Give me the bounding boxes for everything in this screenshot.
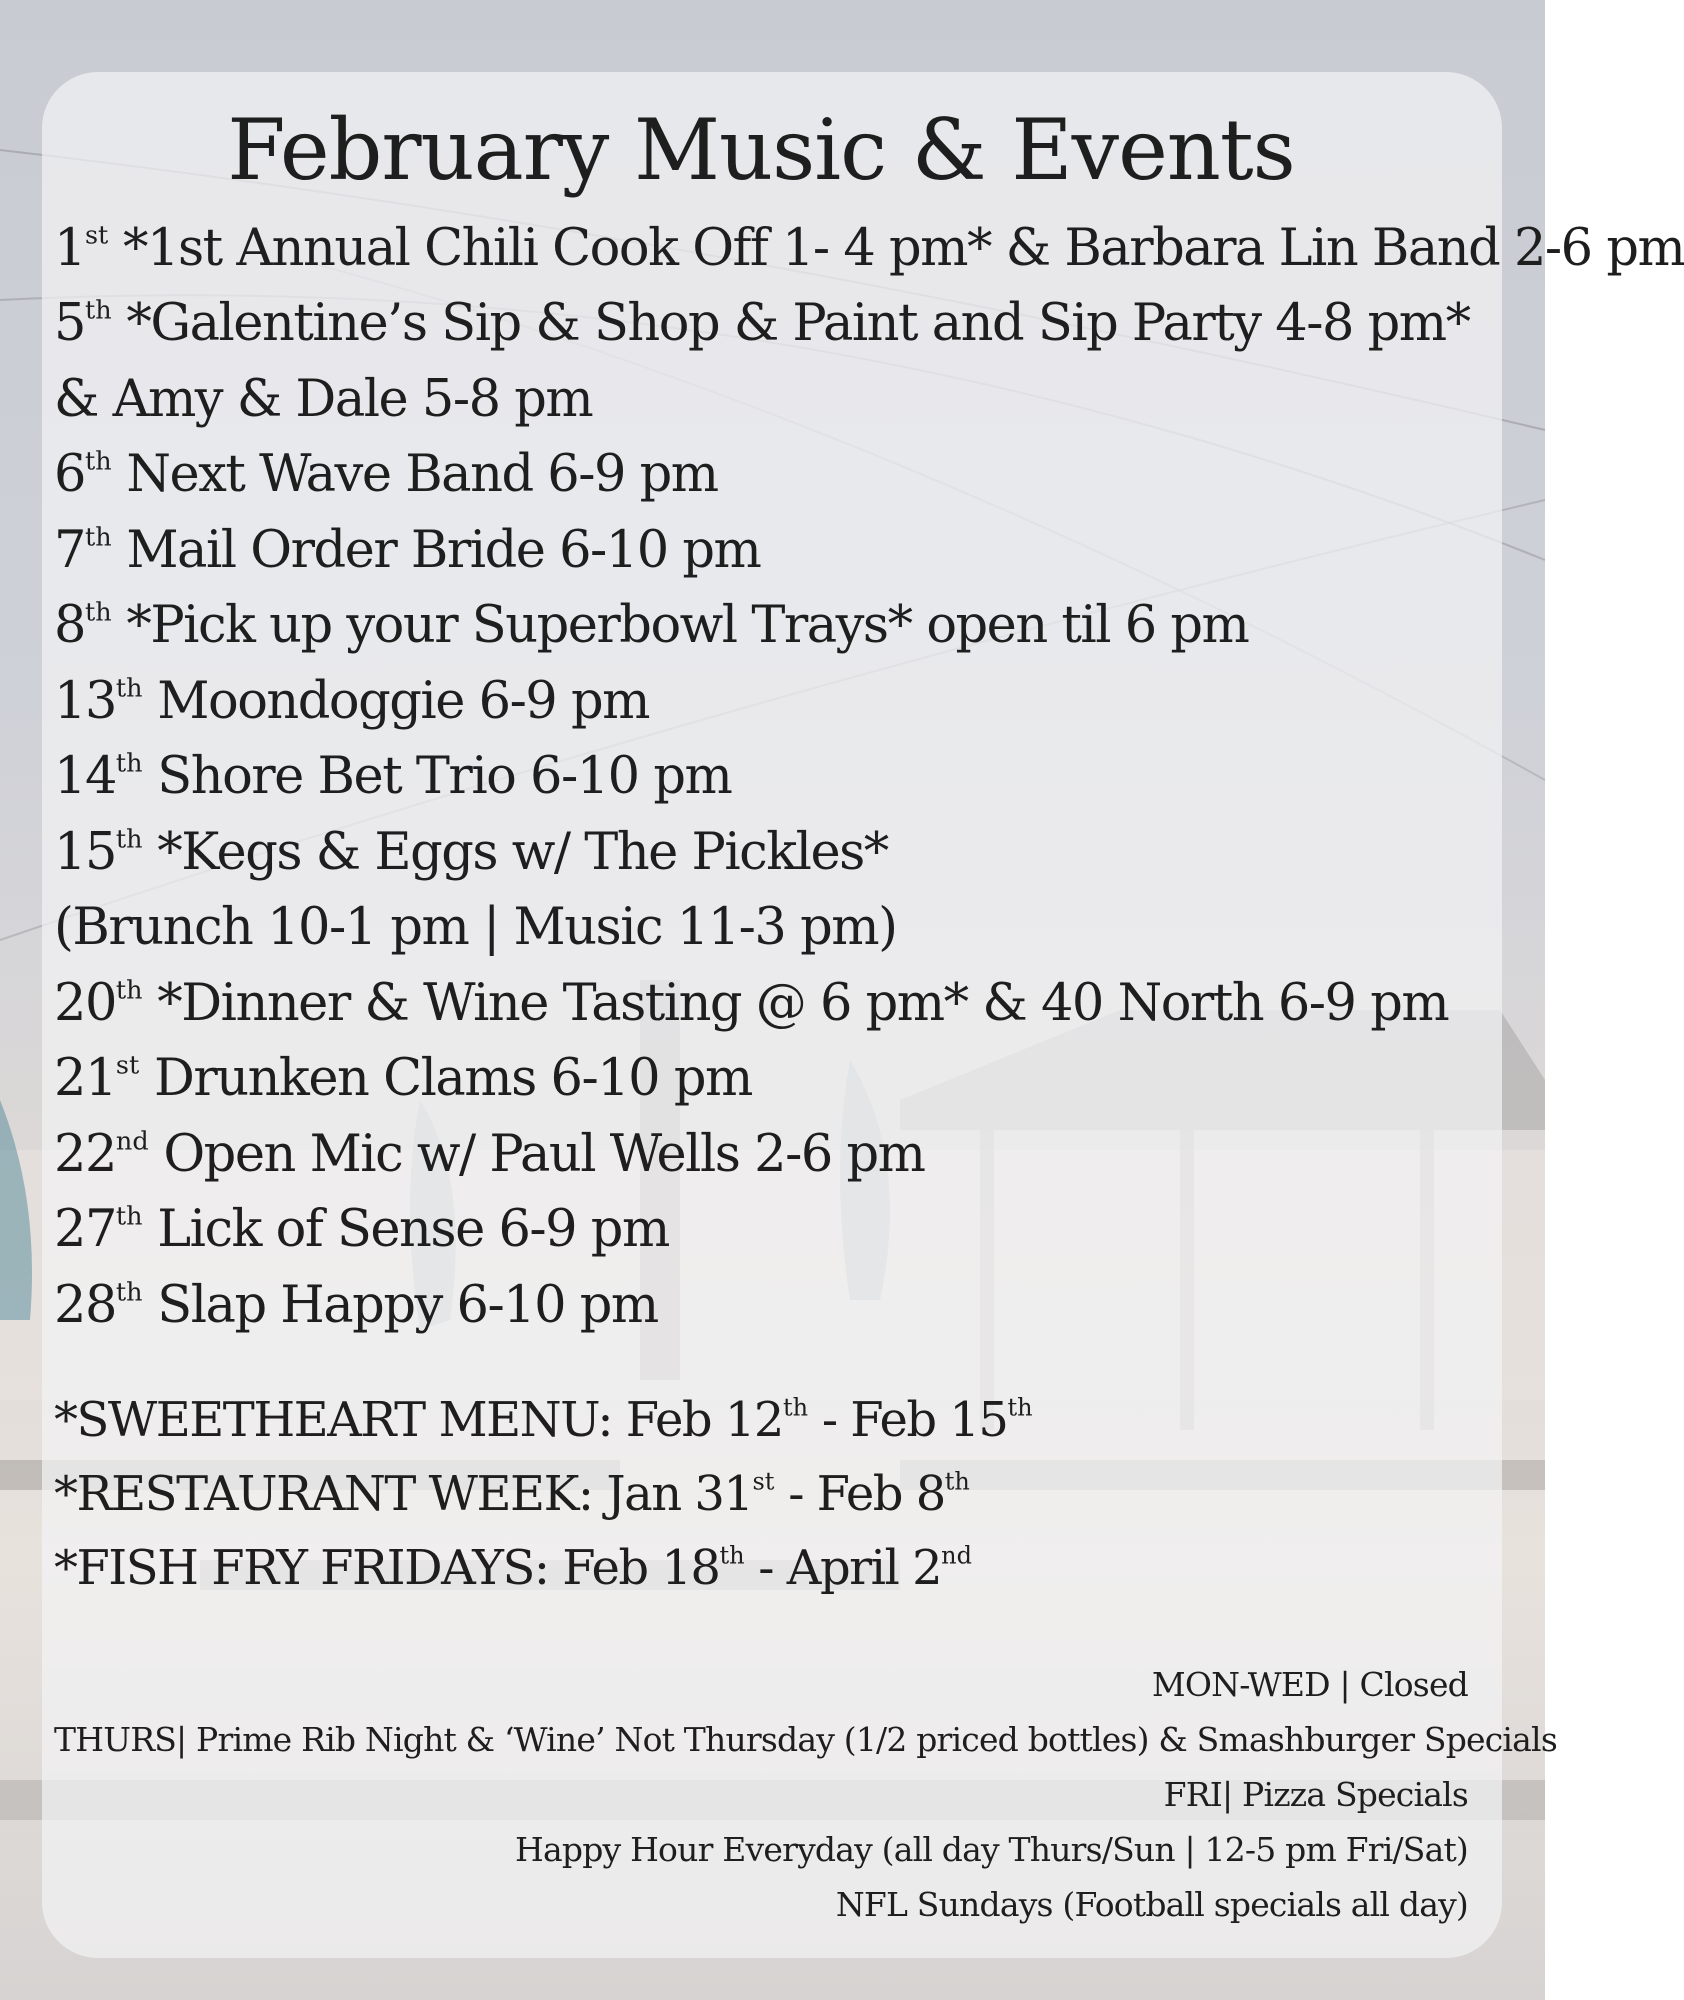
event-line: 21st Drunken Clams 6-10 pm xyxy=(54,1049,752,1109)
event-line: 27th Lick of Sense 6-9 pm xyxy=(54,1200,669,1260)
event-line: 7th Mail Order Bride 6-10 pm xyxy=(54,520,761,580)
special-menus-list xyxy=(54,1383,1468,1605)
event-line: 15th *Kegs & Eggs w/ The Pickles* xyxy=(54,822,888,882)
event-line: (Brunch 10-1 pm | Music 11-3 pm) xyxy=(54,898,897,958)
special-line: FRI| Pizza Specials xyxy=(1163,1775,1468,1815)
event-line: 13th Moondoggie 6-9 pm xyxy=(54,671,649,731)
special-line: NFL Sundays (Football specials all day) xyxy=(835,1885,1468,1925)
page-title: February Music & Events xyxy=(227,101,1295,199)
event-line: 5th *Galentine’s Sip & Shop & Paint and Sip Party 4-8 pm* xyxy=(54,294,1470,354)
events-list xyxy=(54,211,1684,1344)
events-card xyxy=(42,72,1684,1958)
event-line: 22nd Open Mic w/ Paul Wells 2-6 pm xyxy=(54,1124,925,1184)
event-line: & Amy & Dale 5-8 pm xyxy=(54,369,593,429)
special-line: THURS| Prime Rib Night & ‘Wine’ Not Thursday (1/2 priced bottles) & Smashburger Specials xyxy=(54,1720,1557,1760)
event-line: 1st *1st Annual Chili Cook Off 1- 4 pm* & Barbara Lin Band 2-6 pm xyxy=(54,218,1684,278)
event-line: 8th *Pick up your Superbowl Trays* open til 6 pm xyxy=(54,596,1249,656)
event-line: 28th Slap Happy 6-10 pm xyxy=(54,1275,658,1335)
weekly-specials-list xyxy=(54,1657,1557,1932)
menu-line: *FISH FRY FRIDAYS: Feb 18th - April 2nd xyxy=(54,1540,972,1597)
event-line: 14th Shore Bet Trio 6-10 pm xyxy=(54,747,732,807)
menu-line: *RESTAURANT WEEK: Jan 31st - Feb 8th xyxy=(54,1466,970,1523)
special-line: Happy Hour Everyday (all day Thurs/Sun | 12-5 pm Fri/Sat) xyxy=(515,1830,1468,1870)
event-line: 6th Next Wave Band 6-9 pm xyxy=(54,445,718,505)
menu-line: *SWEETHEART MENU: Feb 12th - Feb 15th xyxy=(54,1392,1033,1449)
special-line: MON-WED | Closed xyxy=(1151,1665,1468,1705)
event-line: 20th *Dinner & Wine Tasting @ 6 pm* & 40 North 6-9 pm xyxy=(54,973,1449,1033)
